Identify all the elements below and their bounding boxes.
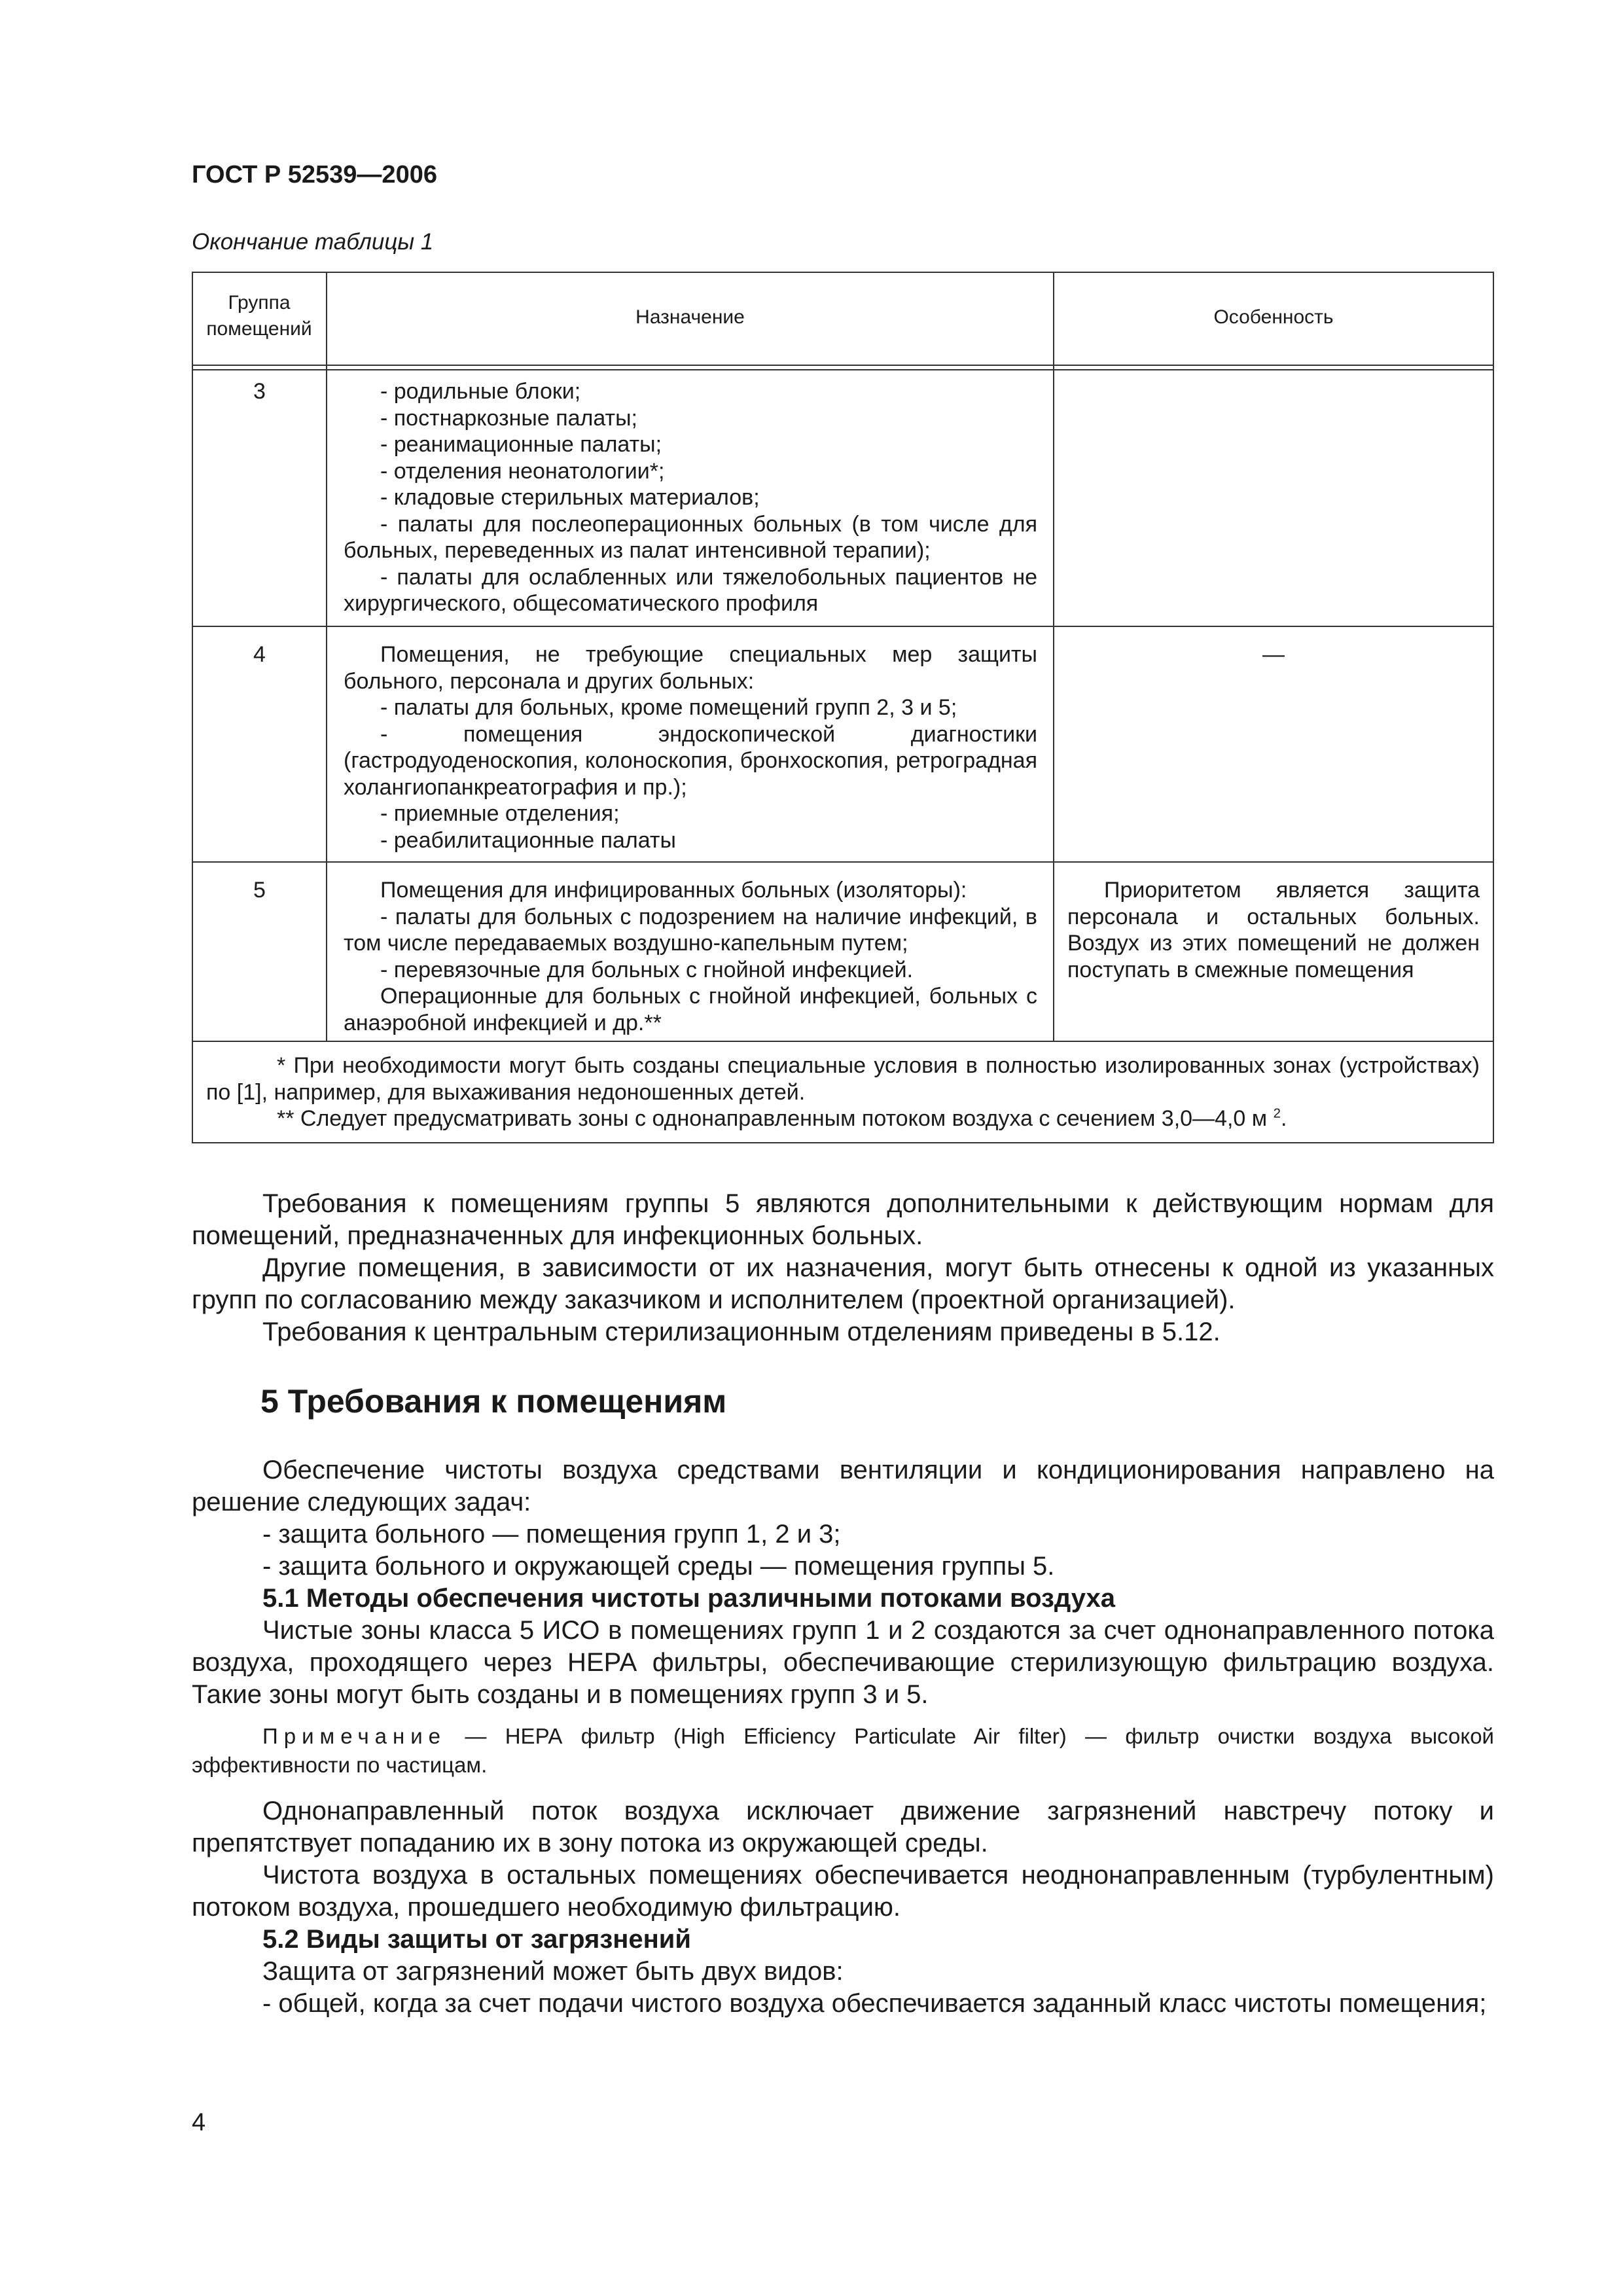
footnote-2-superscript: 2 <box>1273 1106 1281 1121</box>
subsection-heading-5-1: 5.1 Методы обеспечения чистоты различными потоками воздуха <box>262 1584 1115 1613</box>
row-separator <box>192 1041 1494 1042</box>
purpose-line: - постнаркозные палаты; <box>380 405 637 431</box>
paragraph-7: Чистые зоны класса 5 ИСО в помещениях групп 1 и 2 создаются за счет однонаправленного потока воздуха, проходящего через НЕРА фильтры, обеспечивающие стерилизующую фильтрацию воздуха. Такие зоны могут быть созданы и в помещениях групп 3 и 5. <box>192 1616 1494 1709</box>
row-separator <box>192 861 1494 863</box>
table-1 <box>192 272 1494 1143</box>
purpose-line: - перевязочные для больных с гнойной инфекцией. <box>380 957 914 982</box>
header-rule-2 <box>192 369 1494 370</box>
paragraph-1: Требования к помещениям группы 5 являются дополнительными к действующим нормам для помещений, предназначенных для инфекционных больных. <box>192 1189 1494 1250</box>
note-text: — НЕРА фильтр (High Efficiency Particulate Air filter) — фильтр очистки воздуха высокой эффективности по частицам. <box>192 1724 1494 1777</box>
purpose-line: - реанимационные палаты; <box>380 432 662 457</box>
header-group: Группа помещений <box>206 292 312 340</box>
header-rule-1 <box>192 365 1494 366</box>
purpose-line: - приемные отделения; <box>380 801 620 826</box>
column-separator <box>326 272 327 1041</box>
table-border-top <box>192 272 1494 273</box>
footnote-2-end: . <box>1280 1106 1287 1131</box>
footnote-2-text: ** Следует предусматривать зоны с однонаправленным потоком воздуха с сечением 3,0—4,0 м <box>277 1106 1268 1131</box>
purpose-line: Операционные для больных с гнойной инфекцией, больных с анаэробной инфекцией и др.** <box>344 984 1037 1035</box>
purpose-line: - родильные блоки; <box>380 379 581 404</box>
purpose-line: - кладовые стерильных материалов; <box>380 485 760 510</box>
page-number: 4 <box>192 2109 206 2136</box>
purpose-line: - палаты для послеоперационных больных (в том числе для больных, переведенных из палат интенсивной терапии); <box>344 511 1037 563</box>
purpose-line: - реабилитационные палаты <box>380 827 676 853</box>
feature-text: Приоритетом является защита персонала и остальных больных. Воздух из этих помещений не должен поступать в смежные помещения <box>1067 878 1480 982</box>
group-number: 5 <box>253 878 266 903</box>
footnote-1: * При необходимости могут быть созданы специальные условия в полностью изолированных зонах (устройствах) по [1], например, для выхаживания недоношенных детей. <box>206 1053 1480 1105</box>
purpose-line: - палаты для ослабленных или тяжелобольных пациентов не хирургического, общесоматического профиля <box>344 564 1037 616</box>
table-border-bottom <box>192 1142 1494 1143</box>
group-number: 4 <box>253 642 266 667</box>
group-number: 3 <box>253 379 266 404</box>
list-item: - защита больного и окружающей среды — помещения группы 5. <box>262 1552 1055 1581</box>
paragraph-11: - общей, когда за счет подачи чистого воздуха обеспечивается заданный класс чистоты помещения; <box>262 1989 1487 2018</box>
header-feature: Особенность <box>1213 306 1334 328</box>
feature-cell <box>1067 877 1480 983</box>
paragraph-4: Обеспечение чистоты воздуха средствами вентиляции и кондиционирования направлено на решение следующих задач: <box>192 1456 1494 1516</box>
note-label: Примечание <box>262 1724 447 1748</box>
paragraph-3: Требования к центральным стерилизационным отделениям приведены в 5.12. <box>262 1318 1221 1346</box>
paragraph-9: Чистота воздуха в остальных помещениях обеспечивается неоднонаправленным (турбулентным) потоком воздуха, прошедшего необходимую фильтрацию. <box>192 1861 1494 1922</box>
purpose-line: - отделения неонатологии*; <box>380 458 665 484</box>
table-footnotes <box>206 1052 1480 1132</box>
purpose-line: Помещения для инфицированных больных (изоляторы): <box>380 878 967 903</box>
feature-cell: — <box>1262 642 1285 667</box>
section-heading: 5 Требования к помещениям <box>260 1383 727 1420</box>
paragraph-2: Другие помещения, в зависимости от их назначения, могут быть отнесены к одной из указанных групп по согласованию между заказчиком и исполнителем (проектной организацией). <box>192 1253 1494 1314</box>
footnote-2 <box>206 1105 1480 1132</box>
subsection-heading-5-2: 5.2 Виды защиты от загрязнений <box>262 1925 691 1954</box>
section-body-continued <box>192 1795 1494 2020</box>
list-item: - защита больного — помещения групп 1, 2 и 3; <box>262 1520 841 1549</box>
paragraph-10: Защита от загрязнений может быть двух видов: <box>262 1957 844 1986</box>
table-border-right <box>1493 272 1494 1143</box>
purpose-cell <box>344 641 1037 853</box>
row-separator <box>192 626 1494 627</box>
purpose-line: - палаты для больных с подозрением на наличие инфекций, в том числе передаваемых воздушно-капельным путем; <box>344 904 1037 956</box>
purpose-cell <box>344 877 1037 1036</box>
note <box>192 1722 1494 1780</box>
purpose-line: Помещения, не требующие специальных мер защиты больного, персонала и других больных: <box>344 642 1037 694</box>
table-caption: Окончание таблицы 1 <box>192 229 434 255</box>
purpose-line: - палаты для больных, кроме помещений групп 2, 3 и 5; <box>380 695 957 720</box>
paragraph <box>192 1188 1494 1348</box>
paragraph-8: Однонаправленный поток воздуха исключает движение загрязнений навстречу потоку и препятствует попаданию их в зону потока из окружающей среды. <box>192 1797 1494 1857</box>
purpose-line: - помещения эндоскопической диагностики (гастродуоденоскопия, колоноскопия, бронхоскопия, ретроградная холангиопанкреатография и пр.); <box>344 721 1037 800</box>
purpose-cell <box>344 378 1037 617</box>
section-body <box>192 1454 1494 1711</box>
header-purpose: Назначение <box>635 306 745 328</box>
document-code: ГОСТ Р 52539—2006 <box>192 161 437 188</box>
